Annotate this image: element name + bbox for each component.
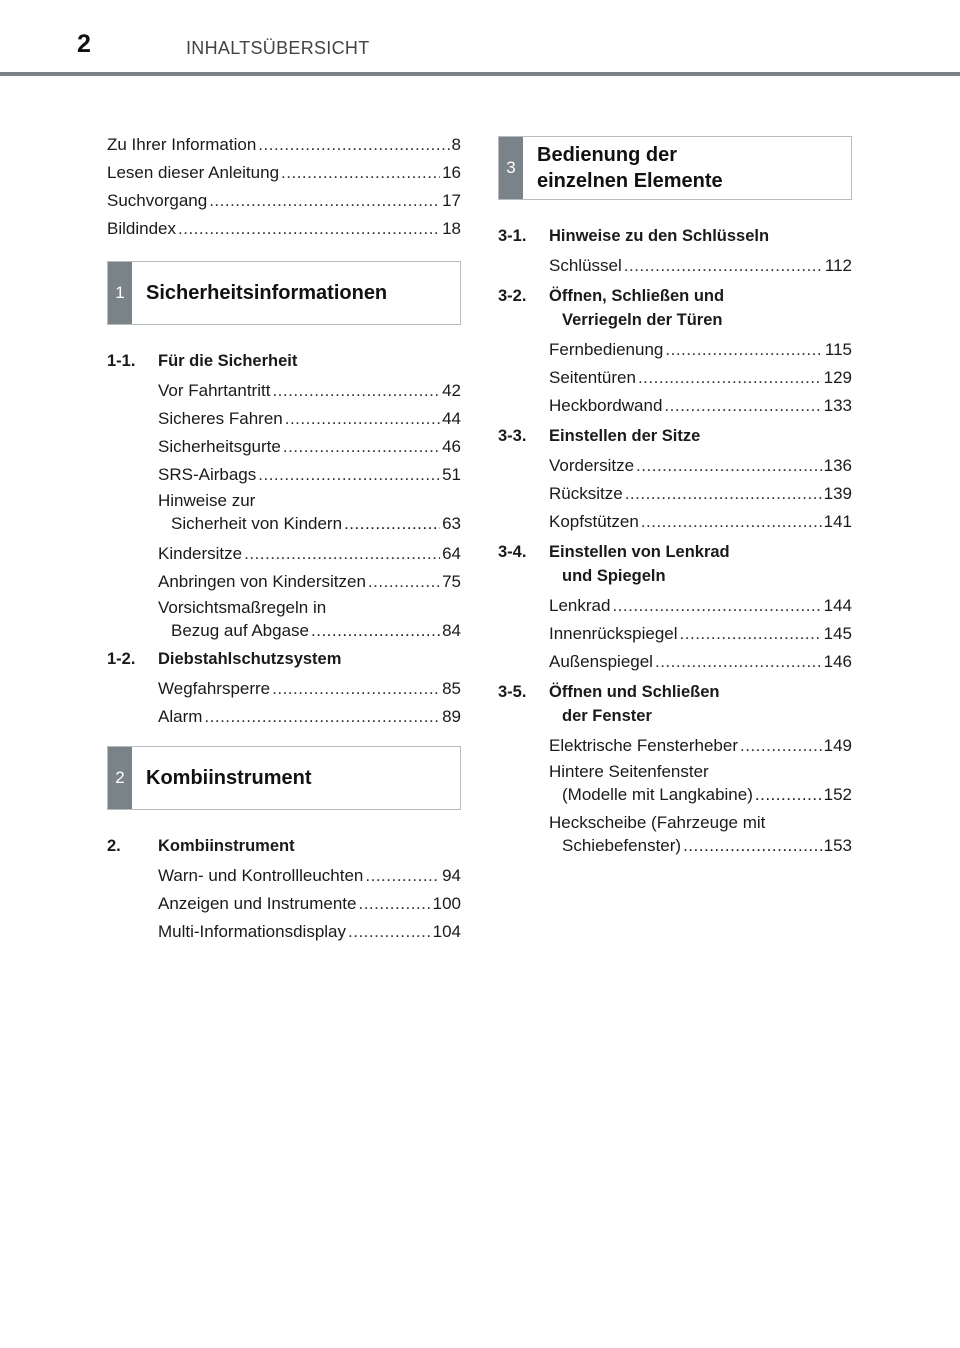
entry-title: Bildindex [107, 219, 176, 238]
toc-entry[interactable] [158, 918, 461, 946]
entry-page: 139 [823, 484, 852, 503]
right-column [498, 136, 852, 862]
toc-entry[interactable] [158, 862, 461, 890]
group-title [158, 647, 461, 671]
section-1 [107, 261, 461, 731]
section-header [107, 261, 461, 325]
toc-entry[interactable] [158, 540, 461, 568]
entry-page: 112 [824, 256, 852, 275]
entry-page: 46 [442, 437, 461, 456]
toc-entry[interactable] [158, 703, 461, 731]
leader-dots [258, 131, 449, 159]
section-2 [107, 746, 461, 946]
page-header [0, 0, 960, 76]
group-title-line: Öffnen und Schließen [549, 683, 720, 701]
leader-dots [683, 834, 822, 857]
entry-page: 145 [823, 624, 852, 643]
entry-page: 64 [442, 544, 461, 563]
toc-entry[interactable] [549, 452, 852, 480]
entry-title-cont: Bezug auf Abgase [171, 621, 310, 640]
toc-group [107, 349, 461, 642]
group-number: 3-5. [498, 683, 527, 701]
entry-page: 146 [823, 652, 852, 671]
group-title [549, 424, 852, 448]
toc-entry[interactable] [158, 489, 461, 535]
toc-entry[interactable] [549, 336, 852, 364]
leader-dots [612, 592, 821, 620]
toc-entry[interactable] [549, 508, 852, 536]
leader-dots [272, 675, 440, 703]
group-title-line: und Spiegeln [562, 567, 666, 585]
entry-page: 141 [823, 512, 852, 531]
leader-dots [244, 540, 440, 568]
toc-entry[interactable] [549, 592, 852, 620]
toc-entry[interactable] [107, 131, 461, 159]
group-title-line: Öffnen, Schließen und [549, 287, 725, 305]
entry-page: 149 [823, 736, 852, 755]
toc-entry[interactable] [158, 596, 461, 642]
toc-group [107, 834, 461, 946]
leader-dots [740, 732, 822, 760]
section-title-line: Kombiinstrument [146, 767, 312, 789]
entry-title: Lenkrad [549, 596, 611, 615]
toc-group [107, 647, 461, 731]
entry-title: Sicheres Fahren [158, 409, 283, 428]
group-title-line: Kombiinstrument [158, 837, 295, 855]
toc-entry[interactable] [549, 392, 852, 420]
entry-title: Vordersitze [549, 456, 635, 475]
entry-page: 63 [442, 514, 461, 533]
group-title [158, 834, 461, 858]
group-entries [107, 862, 461, 946]
toc-entry[interactable] [107, 215, 461, 243]
group-heading [107, 349, 461, 373]
entry-title-line2 [549, 783, 852, 806]
group-title [549, 284, 852, 332]
group-entries [498, 452, 852, 536]
group-number: 3-1. [498, 227, 527, 245]
entry-title: Schlüssel [549, 256, 622, 275]
leader-dots [204, 703, 440, 731]
leader-dots [285, 405, 440, 433]
leader-dots [655, 648, 822, 676]
entry-title: Elektrische Fensterheber [549, 736, 738, 755]
toc-group [498, 424, 852, 536]
group-number: 1-1. [107, 352, 136, 370]
left-column [107, 131, 461, 946]
section-header [107, 746, 461, 810]
group-title [549, 680, 852, 728]
leader-dots [311, 619, 440, 642]
entry-title: Seitentüren [549, 368, 636, 387]
entry-title: Außenspiegel [549, 652, 653, 671]
group-entries [498, 592, 852, 676]
leader-dots [283, 433, 440, 461]
leader-dots [665, 336, 823, 364]
leader-dots [178, 215, 440, 243]
section-tab-number: 1 [108, 262, 132, 324]
section-title-line: Bedienung der [537, 144, 678, 166]
group-entries [498, 336, 852, 420]
toc-entry[interactable] [158, 568, 461, 596]
toc-entry[interactable] [549, 620, 852, 648]
section-body [498, 224, 852, 857]
entry-page: 85 [442, 679, 461, 698]
leader-dots [755, 783, 822, 806]
leader-dots [624, 252, 823, 280]
entry-page: 115 [824, 340, 852, 359]
group-title-line: Diebstahlschutzsystem [158, 650, 342, 668]
entry-title-line2 [158, 512, 461, 535]
toc-entry[interactable] [549, 252, 852, 280]
entry-page: 84 [442, 621, 461, 640]
header-rule [0, 72, 960, 76]
entry-page: 8 [451, 135, 461, 154]
intro-list [107, 131, 461, 243]
page-number: 2 [77, 30, 91, 58]
entry-page: 153 [823, 836, 852, 855]
leader-dots [365, 862, 440, 890]
section-header [498, 136, 852, 200]
entry-page: 75 [442, 572, 461, 591]
group-title-line: der Fenster [562, 707, 652, 725]
entry-title: Hinweise zur [158, 491, 256, 510]
group-heading [498, 224, 852, 248]
group-number: 3-2. [498, 287, 527, 305]
entry-title: Anbringen von Kindersitzen [158, 572, 366, 591]
entry-title: Lesen dieser Anleitung [107, 163, 280, 182]
entry-title-cont: (Modelle mit Langkabine) [562, 785, 753, 804]
leader-dots [680, 620, 822, 648]
entry-page: 104 [432, 922, 461, 941]
group-number: 3-4. [498, 543, 527, 561]
group-title-line: Verriegeln der Türen [562, 311, 723, 329]
toc-entry[interactable] [549, 811, 852, 857]
leader-dots [625, 480, 822, 508]
entry-page: 18 [442, 219, 461, 238]
group-entries [498, 732, 852, 857]
group-number: 3-3. [498, 427, 527, 445]
group-entries [107, 675, 461, 731]
leader-dots [209, 187, 440, 215]
leader-dots [664, 392, 821, 420]
section-title [523, 142, 723, 194]
toc-group [498, 680, 852, 857]
leader-dots [368, 568, 440, 596]
toc-entry[interactable] [549, 732, 852, 760]
group-heading [498, 424, 852, 448]
entry-title: Vor Fahrtantritt [158, 381, 271, 400]
entry-title: Innenrückspiegel [549, 624, 678, 643]
toc-entry[interactable] [549, 480, 852, 508]
entry-title-cont: Schiebefenster) [562, 836, 682, 855]
entry-page: 94 [442, 866, 461, 885]
group-heading [498, 540, 852, 588]
entry-page: 129 [823, 368, 852, 387]
entry-page: 17 [442, 191, 461, 210]
section-tab-number: 2 [108, 747, 132, 809]
section-title [132, 280, 387, 306]
entry-title-cont: Sicherheit von Kindern [171, 514, 343, 533]
section-tab-number: 3 [499, 137, 523, 199]
toc-entry[interactable] [158, 377, 461, 405]
leader-dots [281, 159, 440, 187]
entry-page: 100 [432, 894, 461, 913]
toc-entry[interactable] [549, 648, 852, 676]
toc-entry[interactable] [549, 760, 852, 806]
toc-group [498, 224, 852, 280]
entry-title: Wegfahrsperre [158, 679, 271, 698]
entry-title-line2 [549, 834, 852, 857]
group-title-line: Hinweise zu den Schlüsseln [549, 227, 770, 245]
group-title-line: Für die Sicherheit [158, 352, 298, 370]
group-heading [107, 834, 461, 858]
group-number: 1-2. [107, 650, 136, 668]
group-title-line: Einstellen von Lenkrad [549, 543, 730, 561]
entry-title: Kindersitze [158, 544, 243, 563]
toc-entry[interactable] [107, 159, 461, 187]
leader-dots [358, 890, 430, 918]
entry-page: 89 [442, 707, 461, 726]
group-title [549, 224, 852, 248]
toc-entry[interactable] [158, 433, 461, 461]
group-number: 2. [107, 837, 121, 855]
group-title-line: Einstellen der Sitze [549, 427, 701, 445]
entry-page: 42 [442, 381, 461, 400]
entry-page: 44 [442, 409, 461, 428]
group-heading [498, 680, 852, 728]
entry-title: Vorsichtsmaßregeln in [158, 598, 327, 617]
toc-entry[interactable] [107, 187, 461, 215]
leader-dots [636, 452, 822, 480]
leader-dots [641, 508, 822, 536]
header-title: INHALTSÜBERSICHT [186, 38, 370, 58]
section-title-line: Sicherheitsinformationen [146, 282, 388, 304]
toc-entry[interactable] [158, 405, 461, 433]
leader-dots [638, 364, 822, 392]
leader-dots [348, 918, 431, 946]
entry-title: Heckscheibe (Fahrzeuge mit [549, 813, 766, 832]
entry-title: Rücksitze [549, 484, 623, 503]
entry-page: 152 [823, 785, 852, 804]
entry-title: SRS-Airbags [158, 465, 257, 484]
group-title [549, 540, 852, 588]
entry-title: Alarm [158, 707, 203, 726]
section-body [107, 834, 461, 946]
leader-dots [258, 461, 440, 489]
toc-entry[interactable] [549, 364, 852, 392]
group-heading [498, 284, 852, 332]
entry-title: Kopfstützen [549, 512, 639, 531]
entry-title: Fernbedienung [549, 340, 664, 359]
toc-entry[interactable] [158, 890, 461, 918]
group-entries [107, 377, 461, 642]
group-heading [107, 647, 461, 671]
entry-title: Warn- und Kontrollleuchten [158, 866, 364, 885]
entry-title: Anzeigen und Instrumente [158, 894, 357, 913]
toc-group [498, 284, 852, 420]
entry-page: 51 [442, 465, 461, 484]
group-entries [498, 252, 852, 280]
leader-dots [272, 377, 440, 405]
section-title [132, 765, 312, 791]
entry-title-line2 [158, 619, 461, 642]
entry-title: Suchvorgang [107, 191, 208, 210]
entry-page: 133 [823, 396, 852, 415]
entry-title: Sicherheitsgurte [158, 437, 281, 456]
entry-title: Heckbordwand [549, 396, 663, 415]
section-body [107, 349, 461, 731]
section-3 [498, 136, 852, 857]
toc-entry[interactable] [158, 461, 461, 489]
section-title-line: einzelnen Elemente [537, 170, 723, 192]
entry-title: Multi-Informationsdisplay [158, 922, 347, 941]
entry-page: 136 [823, 456, 852, 475]
entry-page: 144 [823, 596, 852, 615]
entry-page: 16 [442, 163, 461, 182]
leader-dots [344, 512, 440, 535]
group-title [158, 349, 461, 373]
entry-title: Hintere Seitenfenster [549, 762, 709, 781]
entry-title: Zu Ihrer Information [107, 135, 257, 154]
toc-entry[interactable] [158, 675, 461, 703]
toc-group [498, 540, 852, 676]
